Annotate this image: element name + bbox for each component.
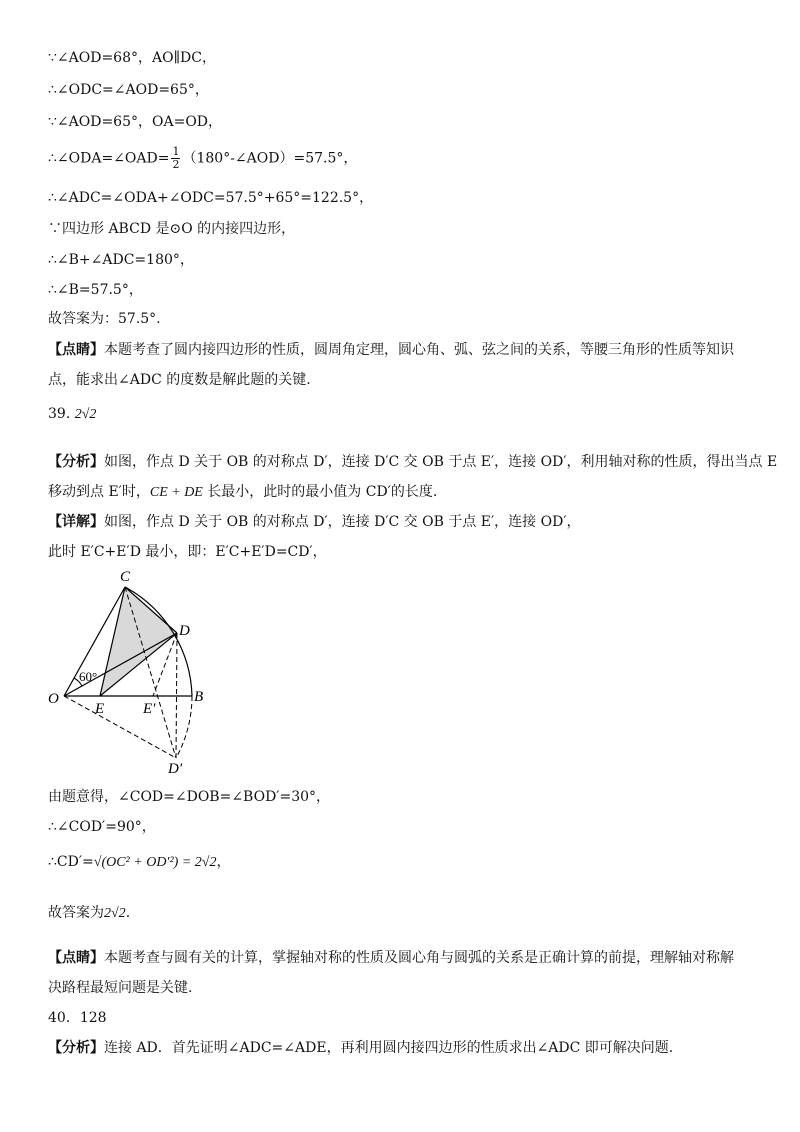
fraction-denominator: 2 <box>172 158 180 171</box>
comment-2-line-1 <box>48 948 734 968</box>
label-c: C <box>120 569 131 585</box>
comment-2-line-2: 决路程最短问题是关键. <box>48 980 193 996</box>
line-2: ∴∠ODC=∠AOD=65°， <box>48 82 209 98</box>
step-line-4-left: 故答案为 <box>48 905 104 921</box>
line-4 <box>48 146 357 171</box>
geometry-figure <box>40 565 220 780</box>
line-1: ∵∠AOD=68°，AO∥DC， <box>48 50 216 66</box>
label-angle: 60° <box>79 669 98 684</box>
comment-2-text: 本题考查与圆有关的计算，掌握轴对称的性质及圆心角与圆弧的关系是正确计算的前提，理解轴对称解 <box>104 950 734 966</box>
question-39-number: 39. <box>48 406 71 422</box>
comment-text: 本题考查了圆内接四边形的性质，圆周角定理，圆心角、弧、弦之间的关系，等腰三角形的性质等知识 <box>104 342 734 358</box>
analysis-expression: CE + DE <box>149 485 203 500</box>
line-11: 点，能求出∠ADC 的度数是解此题的关键. <box>48 372 311 388</box>
line-5: ∴∠ADC=∠ODA+∠ODC=57.5°+65°=122.5°， <box>48 190 374 206</box>
analysis-line-2-left: 移动到点 E′时， <box>48 484 150 500</box>
label-e-prime: E′ <box>143 701 156 717</box>
line-10 <box>48 340 734 360</box>
step-line-1: 由题意得，∠COD=∠DOB=∠BOD′=30°， <box>48 789 331 805</box>
question-39-answer: 2√2 <box>74 407 97 422</box>
analysis-line-1 <box>48 452 777 472</box>
comment-tag: 【点睛】 <box>48 342 104 358</box>
fraction-numerator: 1 <box>172 145 180 158</box>
analysis-text: 如图，作点 D 关于 OB 的对称点 D′，连接 D′C 交 OB 于点 E′，连接 OD′，利用轴对称的性质，得出当点 E <box>104 454 778 470</box>
comment-2-tag: 【点睛】 <box>48 950 104 966</box>
shaded-triangle <box>100 587 177 696</box>
question-39 <box>48 404 96 425</box>
analysis-line-2 <box>48 482 437 503</box>
label-d: D <box>179 623 190 639</box>
segment-od2-dashed <box>64 696 176 758</box>
arc-bd2-dashed <box>176 696 192 758</box>
fraction-half <box>171 146 180 171</box>
step-line-3 <box>48 852 230 873</box>
line-4-left: ∴∠ODA=∠OAD= <box>48 150 170 167</box>
label-o: O <box>48 691 59 707</box>
analysis-40-text: 连接 AD．首先证明∠ADC=∠ADE，再利用圆内接四边形的性质求出∠ADC 即可解决问题. <box>104 1040 674 1056</box>
analysis-line-2-right: 长最小，此时的最小值为 CD′的长度. <box>202 484 438 500</box>
detail-tag: 【详解】 <box>48 514 104 530</box>
analysis-40-tag: 【分析】 <box>48 1040 104 1056</box>
step-line-3-right: ， <box>216 854 231 870</box>
label-e: E <box>95 701 105 717</box>
line-3: ∵∠AOD=65°，OA=OD， <box>48 114 223 130</box>
line-8: ∴∠B=57.5°， <box>48 282 143 298</box>
final-answer: 2√2 <box>104 906 126 921</box>
line-7: ∴∠B+∠ADC=180°， <box>48 252 194 268</box>
label-b: B <box>194 689 204 705</box>
step-line-2: ∴∠COD′=90°， <box>48 819 156 835</box>
detail-text: 如图，作点 D 关于 OB 的对称点 D′，连接 D′C 交 OB 于点 E′，连接 OD′， <box>104 514 581 530</box>
line-9: 故答案为：57.5°. <box>48 311 161 327</box>
question-40: 40．128 <box>48 1010 107 1026</box>
analysis-40 <box>48 1038 673 1058</box>
step-line-4 <box>48 903 130 924</box>
distance-formula: √(OC² + OD′²) = 2√2 <box>93 855 217 870</box>
line-6: ∵四边形 ABCD 是⊙O 的内接四边形， <box>48 221 296 237</box>
detail-line-2: 此时 E′C+E′D 最小，即：E′C+E′D=CD′， <box>48 544 327 560</box>
analysis-tag: 【分析】 <box>48 454 104 470</box>
detail-line-1 <box>48 512 581 532</box>
line-4-right: （180°-∠AOD）=57.5°， <box>182 150 358 167</box>
step-line-4-right: . <box>125 905 131 921</box>
step-line-3-left: ∴CD′= <box>48 854 94 870</box>
label-d-prime: D′ <box>168 761 183 777</box>
